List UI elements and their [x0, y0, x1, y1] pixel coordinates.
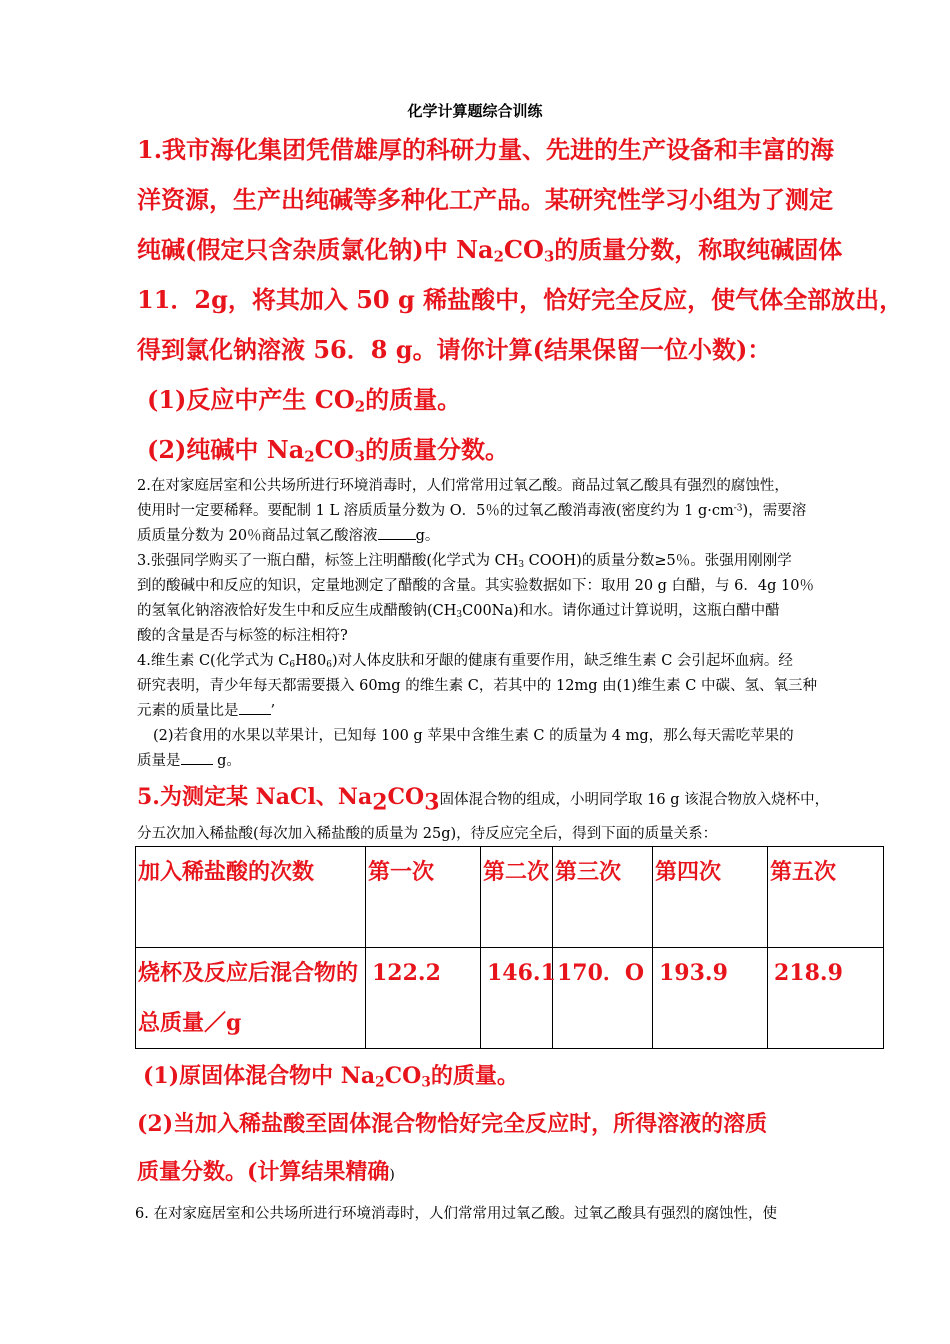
table-header-cell: 第一次 [366, 847, 481, 948]
q1-line-3: 纯碱(假定只含杂质氯化钠)中 $Na_2CO_3$的质量分数，称取纯碱固体 [137, 235, 843, 266]
table-cell: 193.9 [653, 948, 768, 1049]
q1-line-4: 11．2g，将其加入 50 g 稀盐酸中，恰好完全反应，使气体全部放出， [137, 285, 904, 314]
q6-line-1: 6. 在对家庭居室和公共场所进行环境消毒时，人们常常用过氧乙酸。过氧乙酸具有强烈的腐蚀性，使 [135, 1206, 777, 1222]
q3-line-4: 酸的含量是否与标签的标注相符? [137, 628, 348, 644]
q3-line-2: 到的酸碱中和反应的知识，定量地测定了醋酸的含量。其实验数据如下：取用 20 g 白醋，与 6．4g 10％ [137, 578, 814, 594]
question-4 [137, 649, 877, 774]
q4-line-2: 研究表明，青少年每天都需要摄入 60mg 的维生素 C，若其中的 12mg 由(1)维生素 C 中碳、氢、氧三种 [137, 678, 817, 694]
table-cell: 146.1 [481, 948, 553, 1049]
q4-line-5: 质量是 g。 [137, 749, 877, 774]
table-cell: 218.9 [768, 948, 884, 1049]
q2-line-2: 使用时一定要稀释。要配制 1 L 溶质质量分数为 O．5％的过氧乙酸消毒液(密度约为 1 $g\cdot cm^{-3}$)，需要溶 [137, 503, 807, 519]
q5-line-2: 分五次加入稀盐酸(每次加入稀盐酸的质量为 25g)，待反应完全后，得到下面的质量关系： [137, 826, 718, 842]
table-header-cell: 第五次 [768, 847, 884, 948]
table-header-cell: 第二次 [481, 847, 553, 948]
q1-line-2: 洋资源，生产出纯碱等多种化工产品。某研究性学习小组为了测定 [137, 185, 833, 214]
q5-heading: 5.为测定某 NaCl、$Na_2CO_3$固体混合物的组成，小明同学取 16 g 该混合物放入烧杯中， [137, 784, 830, 816]
page-title: 化学计算题综合训练 [407, 102, 543, 120]
q5-sub-question-1: (1)原固体混合物中 $Na_2CO_3$的质量。 [143, 1063, 519, 1091]
q4-line-1: 4.维生素 C(化学式为 $C_6H80_6$)对人体皮肤和牙龈的健康有重要作用，缺乏维生素 C 会引起坏血病。经 [137, 653, 793, 671]
table-cell: 170．O [553, 948, 653, 1049]
q5-sub-questions [137, 1052, 877, 1196]
q4-line-3: 元素的质量比是 ’ [137, 699, 877, 724]
table-header-cell: 第三次 [553, 847, 653, 948]
q2-line-1: 2.在对家庭居室和公共场所进行环境消毒时，人们常常用过氧乙酸。商品过氧乙酸具有强烈的腐蚀性， [137, 478, 789, 494]
table-row [136, 948, 884, 1049]
table-header-row [136, 847, 884, 948]
answer-blank[interactable] [378, 525, 416, 540]
q1-line-1: 1.我市海化集团凭借雄厚的科研力量、先进的生产设备和丰富的海 [137, 135, 835, 164]
q3-line-1: 3.张强同学购买了一瓶白醋，标签上注明醋酸(化学式为 $CH_3$ COOH)的质量分数≥5％。张强用刚刚学 [137, 553, 792, 571]
table-row-label: 烧杯及反应后混合物的总质量／g [136, 948, 366, 1049]
table-header-cell: 加入稀盐酸的次数 [136, 847, 366, 948]
answer-blank[interactable] [181, 750, 213, 765]
question-1 [137, 125, 904, 475]
answer-blank[interactable] [239, 700, 271, 715]
q1-sub-question-2: (2)纯碱中 $Na_2CO_3$的质量分数。 [147, 435, 509, 466]
q5-sub-question-2-line-2: 质量分数。(计算结果精确) [137, 1159, 395, 1185]
q1-sub-question-1: (1)反应中产生 $CO_2$的质量。 [147, 385, 462, 416]
question-3 [137, 549, 877, 649]
mass-data-table [135, 846, 884, 1049]
question-2 [137, 474, 877, 549]
q2-line-3: 质质量分数为 20％商品过氧乙酸溶液 g。 [137, 524, 877, 549]
table-cell: 122.2 [366, 948, 481, 1049]
q1-line-5: 得到氯化钠溶液 56．8 g。请你计算(结果保留一位小数)： [137, 335, 772, 364]
q5-sub-question-2-line-1: (2)当加入稀盐酸至固体混合物恰好完全反应时，所得溶液的溶质 [137, 1111, 768, 1137]
table-header-cell: 第四次 [653, 847, 768, 948]
q4-line-4: (2)若食用的水果以苹果计，已知每 100 g 苹果中含维生素 C 的质量为 4 mg，那么每天需吃苹果的 [153, 728, 794, 744]
q3-line-3: 的氢氧化钠溶液恰好发生中和反应生成醋酸钠$(CH_3C00Na)$和水。请你通过计算说明，这瓶白醋中醋 [137, 603, 780, 621]
